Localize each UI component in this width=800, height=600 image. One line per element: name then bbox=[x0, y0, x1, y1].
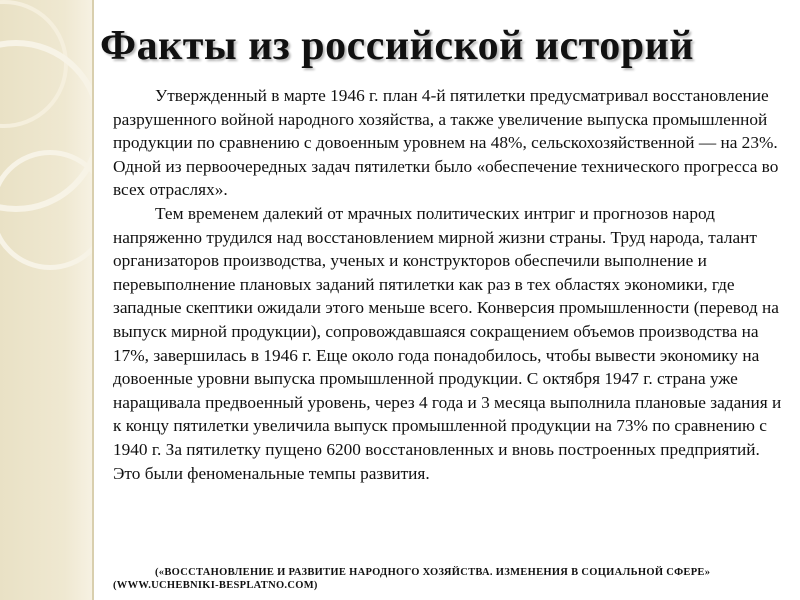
decorative-side-panel bbox=[0, 0, 92, 600]
paragraph: Утвержденный в марте 1946 г. план 4-й пятилетки предусматривал восстановление разрушенного войной народного хозяйства, а также увеличение выпуска промышленной продукции по сравнению с довоенным уровнем на 48%, сельскохозяйственной — на 23%. Одной из первоочередных задач пятилетки было «обеспечение технического прогресса во всех отраслях». bbox=[113, 86, 779, 200]
source-url: (WWW.UCHEBNIKI-BESPLATNO.COM) bbox=[113, 580, 318, 591]
source-citation bbox=[113, 566, 789, 592]
decorative-circle bbox=[0, 150, 92, 270]
slide-body bbox=[113, 84, 789, 485]
source-line: («ВОССТАНОВЛЕНИЕ И РАЗВИТИЕ НАРОДНОГО ХОЗЯЙСТВА. ИЗМЕНЕНИЯ В СОЦИАЛЬНОЙ СФЕРЕ» bbox=[155, 567, 711, 578]
paragraph: Тем временем далекий от мрачных политических интриг и прогнозов народ напряженно трудился над восстановлением мирной жизни страны. Труд народа, талант организаторов производства, ученых и конструкторов обеспечили выполнение и перевыполнение плановых заданий пятилетки как раз в тех областях экономики, где западные скептики ожидали этого меньше всего. Конверсия промышленности (перевод на выпуск мирной продукции), сопровождавшаяся сокращением объемов производства на 17%, завершилась в 1946 г. Еще около года понадобилось, чтобы вывести экономику на довоенные уровни выпуска промышленной продукции. С октября 1947 г. страна уже наращивала предвоенный уровень, через 4 года и 3 месяца выполнила плановые задания и к концу пятилетки увеличила выпуск промышленной продукции на 73% по сравнению с 1940 г. За пятилетку пущено 6200 восстановленных и вновь построенных предприятий. Это были феноменальные темпы развития. bbox=[113, 203, 782, 483]
divider bbox=[92, 0, 94, 600]
slide-title: Факты из российской историй bbox=[100, 23, 694, 69]
